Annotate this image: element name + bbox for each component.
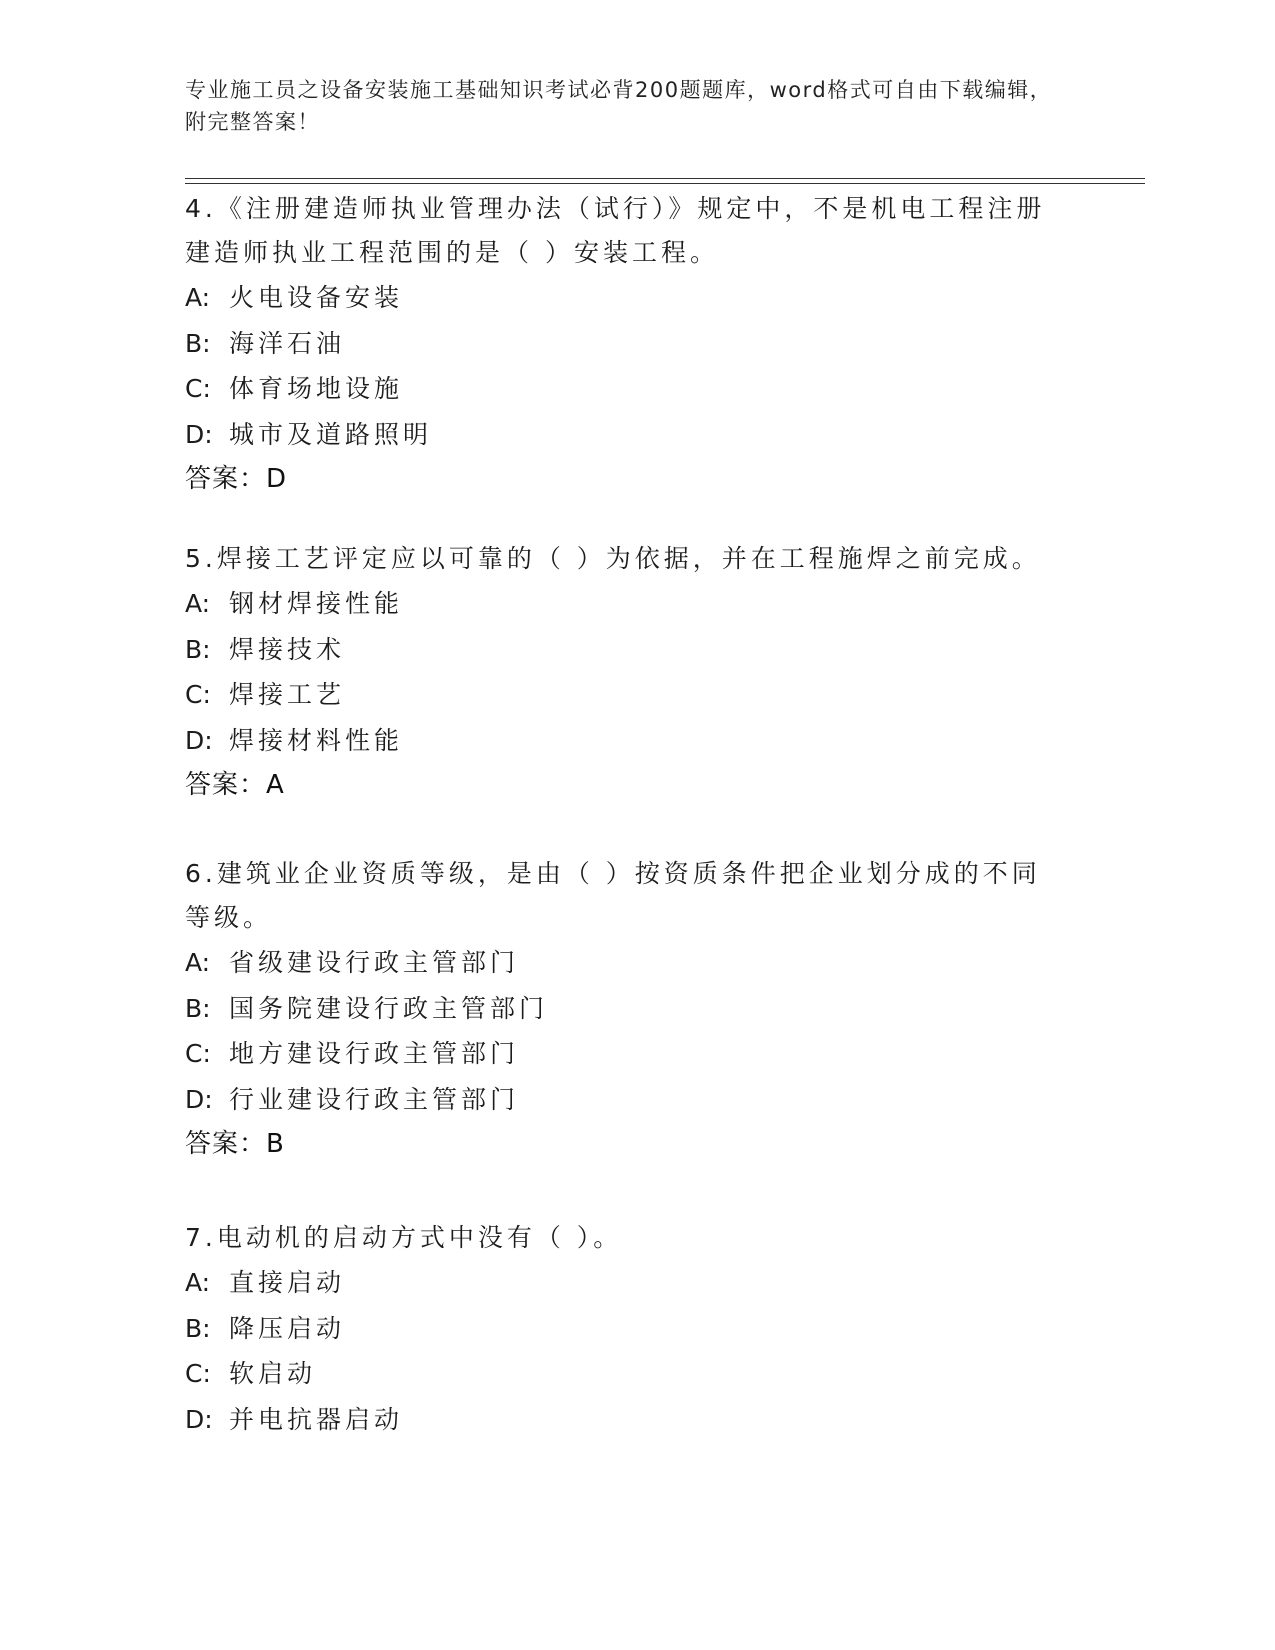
option-text: 海洋石油 (229, 328, 346, 358)
option-text: 体育场地设施 (229, 374, 404, 403)
answer-line: 答案：B (185, 1129, 285, 1159)
option-a (185, 1260, 1065, 1306)
option-b (185, 627, 1065, 673)
option-b (185, 1306, 1065, 1352)
option-text: 地方建设行政主管部门 (229, 1039, 520, 1068)
option-d (185, 412, 1065, 458)
question-6 (185, 852, 1065, 1168)
header-divider-bottom (185, 183, 1145, 184)
option-text: 行业建设行政主管部门 (229, 1084, 520, 1114)
option-label: A: (185, 283, 211, 312)
question-5 (185, 537, 1065, 809)
option-text: 焊接工艺 (229, 680, 346, 709)
option-text: 钢材焊接性能 (229, 589, 404, 618)
answer-line: 答案：D (185, 464, 288, 494)
option-text: 国务院建设行政主管部门 (229, 993, 549, 1023)
answer-line: 答案：A (185, 770, 285, 800)
option-d (185, 1077, 1065, 1123)
option-label: D: (185, 725, 213, 755)
option-b (185, 321, 1065, 367)
option-label: C: (185, 374, 211, 403)
option-label: C: (185, 1359, 211, 1388)
option-d (185, 1397, 1065, 1443)
option-label: D: (185, 1404, 213, 1434)
option-label: A: (185, 589, 211, 618)
option-c (185, 366, 1065, 412)
option-label: C: (185, 680, 211, 709)
option-a (185, 275, 1065, 321)
option-b (185, 986, 1065, 1032)
option-a (185, 581, 1065, 627)
option-text: 降压启动 (229, 1313, 346, 1343)
question-7 (185, 1216, 1065, 1442)
header-divider-top (185, 178, 1145, 179)
option-text: 焊接材料性能 (229, 725, 404, 755)
option-text: 火电设备安装 (229, 283, 404, 312)
question-stem: 6.建筑业企业资质等级，是由（ ）按资质条件把企业划分成的不同等级。 (185, 859, 1041, 932)
option-text: 软启动 (229, 1359, 317, 1388)
option-c (185, 672, 1065, 718)
option-text: 焊接技术 (229, 634, 346, 664)
option-c (185, 1351, 1065, 1397)
option-label: B: (185, 1313, 211, 1343)
option-label: D: (185, 1084, 213, 1114)
option-a (185, 940, 1065, 986)
option-d (185, 718, 1065, 764)
option-label: A: (185, 948, 211, 977)
option-label: B: (185, 328, 211, 358)
option-text: 并电抗器启动 (229, 1404, 404, 1434)
question-stem: 4.《注册建造师执业管理办法（试行）》规定中，不是机电工程注册建造师执业工程范围的是（ ）安装工程。 (185, 194, 1046, 267)
option-text: 省级建设行政主管部门 (229, 948, 520, 977)
question-stem: 7.电动机的启动方式中没有（ ）。 (185, 1223, 623, 1252)
option-label: D: (185, 419, 213, 449)
option-label: B: (185, 634, 211, 664)
document-header: 专业施工员之设备安装施工基础知识考试必背200题题库，word格式可自由下载编辑，附完整答案！ (185, 78, 1053, 134)
option-text: 直接启动 (229, 1268, 346, 1297)
option-c (185, 1031, 1065, 1077)
option-text: 城市及道路照明 (229, 419, 433, 449)
option-label: C: (185, 1039, 211, 1068)
option-label: A: (185, 1268, 211, 1297)
option-label: B: (185, 993, 211, 1023)
question-4 (185, 187, 1065, 503)
question-stem: 5.焊接工艺评定应以可靠的（ ）为依据，并在工程施焊之前完成。 (185, 544, 1041, 573)
